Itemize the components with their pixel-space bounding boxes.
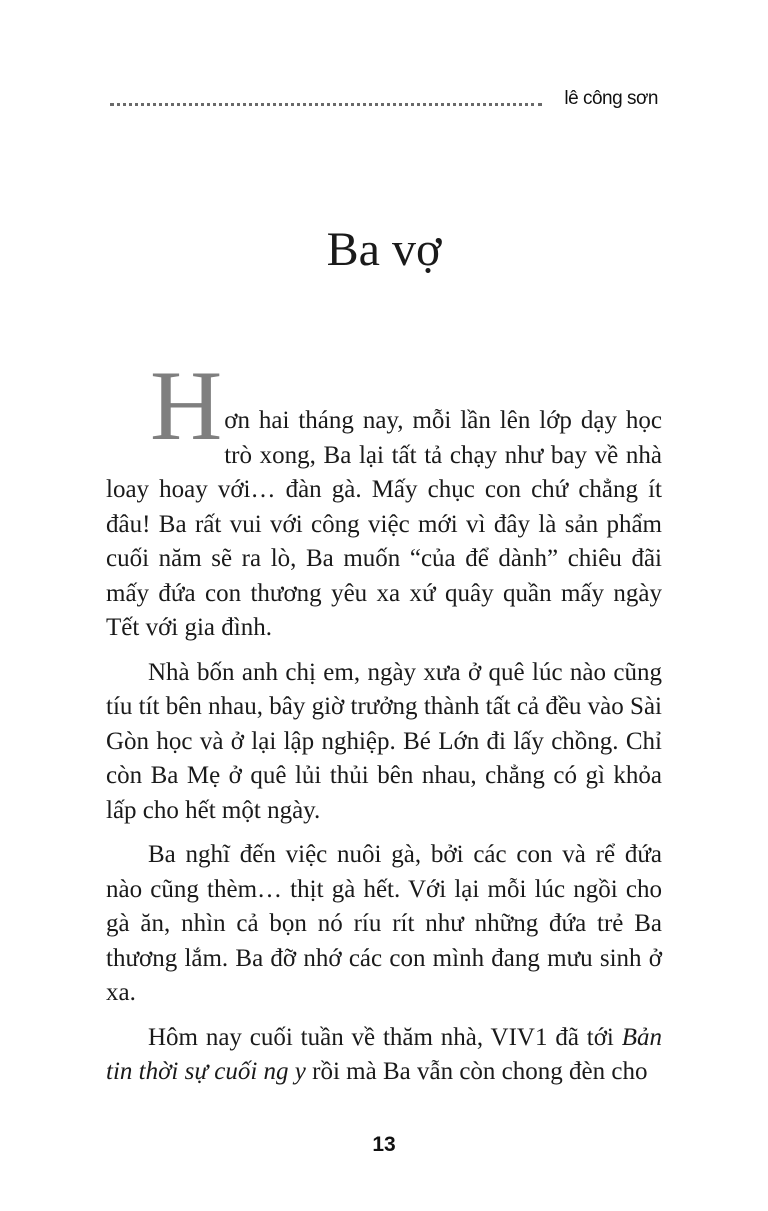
running-header <box>110 88 660 120</box>
paragraph-3: Ba nghĩ đến việc nuôi gà, bởi các con và rể đứa nào cũng thèm… thịt gà hết. Với lại mỗi lúc ngồi cho gà ăn, nhìn cả bọn nó ríu rít như những đứa trẻ Ba thương lắm. Ba đỡ nhớ các con mình đang mưu sinh ở xa. <box>106 841 662 1006</box>
header-dotted-rule <box>110 103 542 106</box>
paragraph-2: Nhà bốn anh chị em, ngày xưa ở quê lúc nào cũng tíu tít bên nhau, bây giờ trưởng thành tất cả đều vào Sài Gòn học và ở lại lập nghiệp. Bé Lớn đi lấy chồng. Chỉ còn Ba Mẹ ở quê lủi thủi bên nhau, chẳng có gì khỏa lấp cho hết một ngày. <box>106 658 662 824</box>
page-number: 13 <box>372 1133 396 1156</box>
paragraph-1-text: ơn hai tháng nay, mỗi lần lên lớp dạy học trò xong, Ba lại tất tả chạy như bay về nhà loay hoay với… đàn gà. Mấy chục con chứ chẳng ít đâu! Ba rất vui với công việc mới vì đây là sản phẩm cuối năm sẽ ra lò, Ba muốn “của để dành” chiêu đãi mấy đứa con thương yêu xa xứ quây quần mấy ngày Tết với gia đình. <box>106 407 662 641</box>
paragraph-4-start: Hôm nay cuối tuần về thăm nhà, VIV1 đã tới <box>148 1023 622 1051</box>
header-author: lê công sơn <box>564 88 658 109</box>
chapter-title: Ba vợ <box>326 223 442 276</box>
program-title: Bản tin thời sự cuối ng y <box>106 1023 662 1085</box>
paragraph-1 <box>106 350 662 646</box>
paragraph-4 <box>106 1021 662 1090</box>
drop-cap: H <box>150 350 223 461</box>
paragraph-4-end: rồi mà Ba vẫn còn chong đèn cho <box>305 1058 648 1085</box>
body-text <box>106 350 662 1100</box>
